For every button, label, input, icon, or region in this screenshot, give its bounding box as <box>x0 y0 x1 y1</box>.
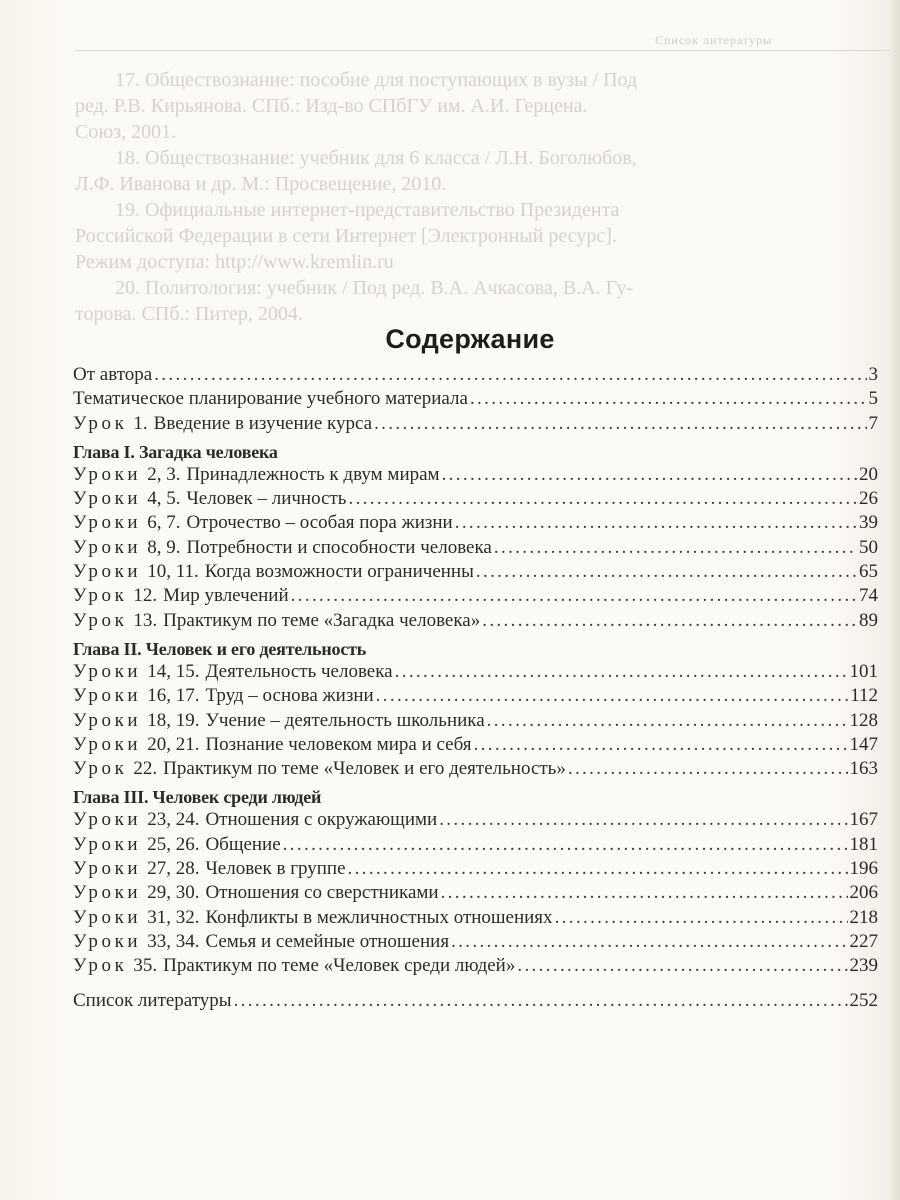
page-number: 181 <box>849 833 878 855</box>
entry-label: Мир увлечений <box>163 585 289 607</box>
page-number: 227 <box>849 930 878 952</box>
page-number: 112 <box>850 685 878 707</box>
lesson-number: 10, 11. <box>147 561 199 583</box>
lesson-number: 14, 15. <box>147 660 200 682</box>
entry-label: Общение <box>205 833 281 855</box>
page-edge-shadow <box>888 0 900 1200</box>
entry-label: Принадлежность к двум мирам <box>186 463 440 485</box>
page-number: 206 <box>849 882 878 904</box>
lesson-number: 22. <box>133 758 158 780</box>
toc-lesson-row <box>73 585 878 609</box>
lesson-prefix: Уроки <box>73 536 142 558</box>
ghost-line: торова. СПб.: Питер, 2004. <box>75 303 303 325</box>
page-number: 128 <box>849 709 878 731</box>
leader-dots <box>283 834 848 856</box>
toc-lesson-row <box>73 734 878 758</box>
entry-label: Труд – основа жизни <box>205 685 374 707</box>
lesson-number: 12. <box>133 585 158 607</box>
page-number: 196 <box>849 858 878 880</box>
entry-label: Отрочество – особая пора жизни <box>186 512 453 534</box>
leader-dots <box>455 512 857 534</box>
leader-dots <box>348 488 857 510</box>
toc-lesson-row <box>73 858 878 882</box>
page-number: 5 <box>868 388 878 410</box>
page-number: 3 <box>868 364 878 385</box>
lesson-prefix: Уроки <box>73 858 142 880</box>
leader-dots <box>451 931 847 953</box>
leader-dots <box>474 734 848 756</box>
toc-lesson-row <box>73 661 878 685</box>
entry-label: Человек – личность <box>186 488 347 510</box>
entry-label: Конфликты в межличностных отношениях <box>205 906 553 928</box>
lesson-prefix: Уроки <box>73 685 142 707</box>
lesson-prefix: Урок <box>73 412 128 434</box>
chapter-heading: Глава I. Загадка человека <box>73 441 278 462</box>
toc-lesson-row <box>73 685 878 709</box>
toc-lesson-row <box>73 512 878 536</box>
entry-label: Семья и семейные отношения <box>205 930 450 952</box>
ghost-line: 20. Политология: учебник / Под ред. В.А. Ачкасова, В.А. Гу- <box>115 277 634 299</box>
lesson-prefix: Уроки <box>73 660 142 682</box>
leader-dots <box>395 661 848 683</box>
ghost-line: ред. Р.В. Кирьянова. СПб.: Изд-во СПбГУ им. А.И. Герцена. <box>75 95 588 117</box>
entry-label: Введение в изучение курса <box>153 412 373 434</box>
page-number: 65 <box>859 561 878 583</box>
ghost-line: 19. Официальные интернет-представительство Президента <box>115 199 620 221</box>
leader-dots <box>494 537 857 559</box>
entry-label: Деятельность человека <box>205 660 393 682</box>
leader-dots <box>348 858 848 880</box>
page-number: 252 <box>849 989 878 1011</box>
entry-label: Когда возможности ограниченны <box>204 561 474 583</box>
entry-label: Тематическое планирование учебного материала <box>73 388 468 410</box>
page-number: 20 <box>859 463 878 485</box>
lesson-prefix: Уроки <box>73 906 142 928</box>
toc-entry-planning <box>73 388 878 412</box>
toc-lesson-row <box>73 809 878 833</box>
leader-dots <box>476 561 857 583</box>
leader-dots <box>154 364 866 386</box>
lesson-prefix: Урок <box>73 955 128 977</box>
leader-dots <box>234 990 848 1012</box>
lesson-prefix: Уроки <box>73 882 142 904</box>
toc-entry-author <box>73 364 878 388</box>
lesson-prefix: Уроки <box>73 809 142 831</box>
toc-lesson-row <box>73 561 878 585</box>
leader-dots <box>376 685 849 707</box>
lesson-number: 16, 17. <box>147 685 200 707</box>
entry-label: Потребности и способности человека <box>186 536 492 558</box>
ghost-header-rule <box>75 50 890 51</box>
lesson-number: 4, 5. <box>147 488 181 510</box>
entry-label: Практикум по теме «Человек и его деятельность» <box>163 758 566 780</box>
entry-label: Человек в группе <box>205 858 346 880</box>
page-number: 167 <box>849 809 878 831</box>
table-of-contents <box>73 364 878 1014</box>
lesson-prefix: Урок <box>73 758 128 780</box>
page-number: 26 <box>859 488 878 510</box>
leader-dots <box>442 464 857 486</box>
ghost-line: Российской Федерации в сети Интернет [Электронный ресурс]. <box>75 225 617 247</box>
toc-lesson-row <box>73 834 878 858</box>
page-number: 163 <box>849 758 878 780</box>
lesson-prefix: Уроки <box>73 709 142 731</box>
entry-label: Список литературы <box>73 989 232 1011</box>
lesson-number: 35. <box>133 955 158 977</box>
leader-dots <box>568 758 848 780</box>
leader-dots <box>555 907 848 929</box>
toc-lesson-row <box>73 882 878 906</box>
chapter-heading: Глава III. Человек среди людей <box>73 787 322 808</box>
toc-lesson-row <box>73 537 878 561</box>
spacer <box>73 980 878 990</box>
entry-label: Практикум по теме «Человек среди людей» <box>163 955 516 977</box>
lesson-prefix: Уроки <box>73 512 142 534</box>
lesson-number: 31, 32. <box>147 906 200 928</box>
entry-label: Практикум по теме «Загадка человека» <box>163 609 481 631</box>
lesson-number: 29, 30. <box>147 882 200 904</box>
leader-dots <box>517 955 847 977</box>
lesson-prefix: Уроки <box>73 561 142 583</box>
ghost-running-head: Список литературы <box>655 33 773 47</box>
page-number: 39 <box>859 512 878 534</box>
ghost-line: Л.Ф. Иванова и др. М.: Просвещение, 2010. <box>75 173 447 195</box>
ghost-line: Союз, 2001. <box>75 121 177 143</box>
leader-dots <box>291 585 857 607</box>
page-number: 218 <box>849 906 878 928</box>
toc-lesson-row <box>73 610 878 634</box>
chapter-heading: Глава II. Человек и его деятельность <box>73 638 367 659</box>
leader-dots <box>374 413 866 435</box>
page-number: 101 <box>849 660 878 682</box>
lesson-number: 23, 24. <box>147 809 200 831</box>
lesson-prefix: Уроки <box>73 463 142 485</box>
lesson-number: 20, 21. <box>147 733 200 755</box>
toc-lesson-row <box>73 955 878 979</box>
toc-lesson-row <box>73 464 878 488</box>
entry-label: Отношения со сверстниками <box>205 882 439 904</box>
lesson-number: 27, 28. <box>147 858 200 880</box>
lesson-prefix: Уроки <box>73 488 142 510</box>
toc-lesson-row <box>73 488 878 512</box>
lesson-prefix: Урок <box>73 585 128 607</box>
entry-label: Отношения с окружающими <box>205 809 438 831</box>
toc-entry-bibliography <box>73 990 878 1014</box>
lesson-prefix: Уроки <box>73 833 142 855</box>
lesson-number: 33, 34. <box>147 930 200 952</box>
lesson-number: 6, 7. <box>147 512 181 534</box>
toc-lesson-row <box>73 710 878 734</box>
ghost-line: 17. Обществознание: пособие для поступающих в вузы / Под <box>115 69 638 91</box>
entry-label: От автора <box>73 364 153 385</box>
entry-label: Учение – деятельность школьника <box>205 709 485 731</box>
page-title: Содержание <box>385 324 555 354</box>
leader-dots <box>487 710 848 732</box>
lesson-number: 8, 9. <box>147 536 181 558</box>
entry-label: Познание человеком мира и себя <box>205 733 472 755</box>
leader-dots <box>439 809 847 831</box>
ghost-line: Режим доступа: http://www.kremlin.ru <box>75 251 394 273</box>
page-number: 89 <box>859 609 878 631</box>
lesson-number: 13. <box>133 609 158 631</box>
lesson-number: 18, 19. <box>147 709 200 731</box>
page-number: 239 <box>849 955 878 977</box>
page-number: 7 <box>868 412 878 434</box>
lesson-prefix: Уроки <box>73 733 142 755</box>
page-number: 147 <box>849 733 878 755</box>
toc-entry-lesson-1 <box>73 413 878 437</box>
page-number: 50 <box>859 536 878 558</box>
lesson-number: 2, 3. <box>147 463 181 485</box>
toc-lesson-row <box>73 931 878 955</box>
lesson-prefix: Уроки <box>73 930 142 952</box>
leader-dots <box>482 610 857 632</box>
lesson-number: 25, 26. <box>147 833 200 855</box>
toc-lesson-row <box>73 907 878 931</box>
leader-dots <box>441 882 848 904</box>
lesson-prefix: Урок <box>73 609 128 631</box>
toc-lesson-row <box>73 758 878 782</box>
lesson-number: 1. <box>133 412 148 434</box>
leader-dots <box>470 388 867 410</box>
ghost-line: 18. Обществознание: учебник для 6 класса / Л.Н. Боголюбов, <box>115 147 637 169</box>
page-number: 74 <box>859 585 878 607</box>
